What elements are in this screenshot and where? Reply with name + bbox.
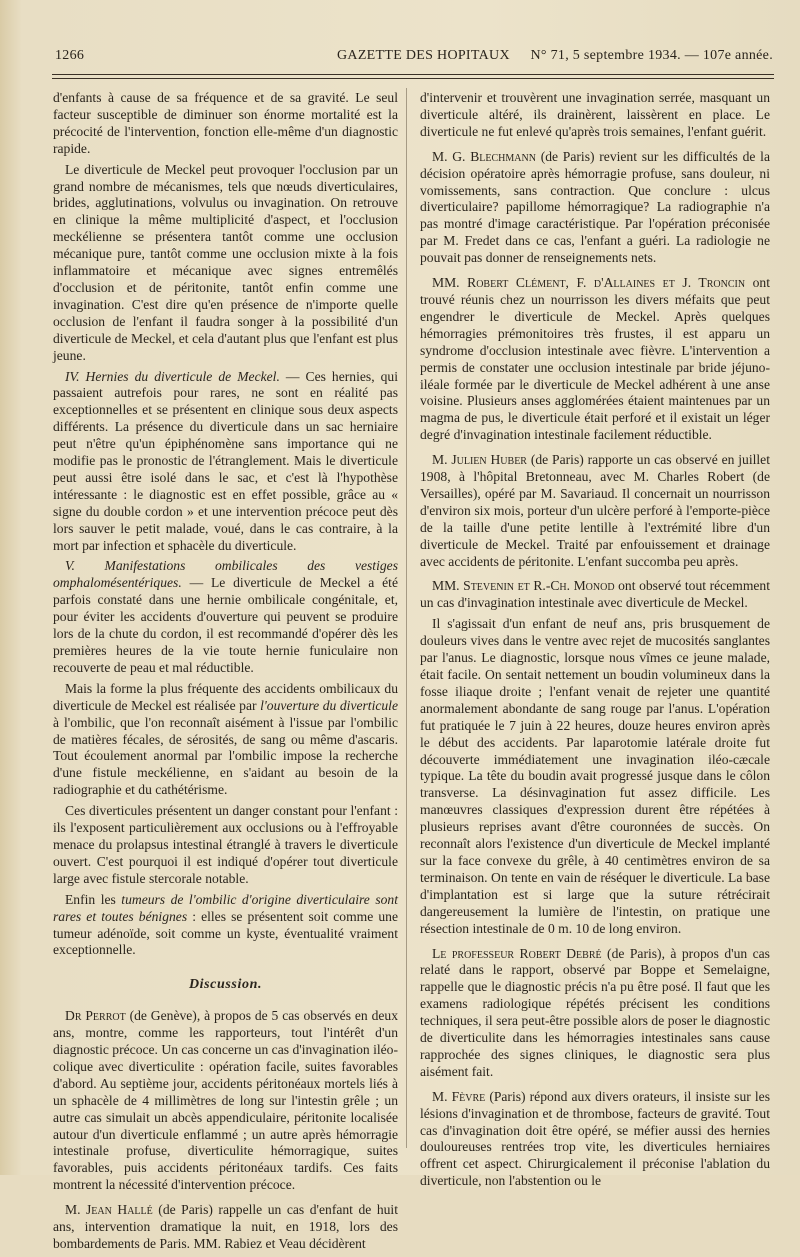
paragraph-text: à l'ombilic, que l'on reconnaît aisément à l'issue par l'ombilic de matières fécales, de sérosités, de sang ou même d'ascaris. Tout écoulement anormal par l'ombilic impose la recherche d'une fistule meckélienne, en s'aidant au besoin de la radiographie et du cathétérisme. bbox=[53, 714, 398, 798]
column-divider bbox=[406, 88, 407, 1148]
paragraph bbox=[53, 558, 398, 676]
section-lead: V. Manifestations ombilicales des vestiges omphalomésentériques. bbox=[53, 558, 398, 591]
speaker-name: MM. Stevenin et R.-Ch. Monod bbox=[432, 578, 615, 594]
paragraph bbox=[420, 275, 770, 444]
page-header bbox=[55, 48, 773, 68]
paragraph: Le diverticule de Meckel peut provoquer l'occlusion par un grand nombre de mécanismes, tels que nœuds diverticulaires, brides, agglutinations, volvulus ou invagination. On retrouve en clinique la même multiplicité d'aspect, et l'occlusion meckélienne se présentera tantôt comme une occlusion mécanique pure, tantôt comme une occlusion mixte à la fois inflammatoire et mécanique avec signes entremêlés d'occlusion et de péritonite, tantôt enfin comme une invagination. C'est dire qu'en présence de n'importe quelle occlusion de l'enfant il faudra songer à la possibilité d'un diverticule de Meckel, et cela d'autant plus que l'enfant est plus jeune. bbox=[53, 161, 398, 363]
paragraph-body: ont trouvé réunis chez un nourrisson les divers méfaits que peut engendrer le diverticule de Meckel. Après quelques hémorragies prémonitoires très frustes, il est apparu un syndrome d'occlusion intestinale avec fièvre. L'intervention a permis de constater une occlusion intestinale par bride jéjuno-iléale formée par le diverticule de Meckel adhérent à une anse voisine. Plusieurs anses agglomérées étaient maintenues par un magma de pus, le diverticule était perforé et il existait un léger degré d'invagination intestinale facilement réductible. bbox=[420, 275, 770, 443]
paragraph-body: (de Paris) revient sur les difficultés de la décision opératoire après hémorragie profuse, sans douleur, ni vomissements, sans contraction. Que conclure : ulcus diverticulaire? papillome hémorragique? La radiographie n'a pas montré d'image caractéristique. Par l'opération préconisée par M. Fredet dans ce cas, l'enfant a guéri. La radiologie ne pouvait pas donner de renseignements nets. bbox=[420, 148, 770, 266]
section-lead: IV. Hernies du diverticule de Meckel. bbox=[65, 368, 280, 384]
paragraph-body: (Paris) répond aux divers orateurs, il insiste sur les lésions d'invagination et de thrombose, facteurs de gravité. Tout cas d'invagination doit être opéré, se méfier aussi des hernies douloureuses rentrées trop vite, les diverticules herniaires offrent cet aspect. Chirurgicalement il préconise l'ablation du diverticule, non l'abstention ou le bbox=[420, 1088, 770, 1189]
paragraph-body: ont observé tout récemment un cas d'invagination intestinale avec diverticule de Meckel. bbox=[420, 578, 770, 611]
paragraph-body: (de Paris), à propos d'un cas relaté dans le rapport, observé par Boppe et Semelaigne, rappelle que le diagnostic précis n'a pu être posé. Il faut que les examens radiologique répétés précisent les conditions techniques, il sera peut-être possible alors de poser le diagnostic de diverticulite dans les hémorragies intestinales sans cause rapprochée des signes cliniques, le diagnostic sera plus aisément fait. bbox=[420, 945, 770, 1079]
right-column bbox=[420, 90, 770, 1194]
paragraph-text: Enfin les bbox=[65, 891, 122, 907]
speaker-name: M. Jean Hallé bbox=[65, 1202, 153, 1218]
paragraph bbox=[420, 578, 770, 612]
speaker-name: Dr Perrot bbox=[65, 1008, 126, 1024]
paragraph-text: Mais la forme la plus fréquente des accidents ombilicaux du diverticule de Meckel est réalisée par bbox=[53, 680, 398, 713]
speaker-name: MM. Robert Clément, F. d'Allaines et J. Troncin bbox=[432, 275, 746, 291]
paragraph bbox=[420, 1089, 770, 1190]
paragraph bbox=[420, 149, 770, 267]
paragraph: d'enfants à cause de sa fréquence et de sa gravité. Le seul facteur susceptible de diminuer son énorme mortalité est la précocité de l'intervention, fonction elle-même d'un diagnostic rapide. bbox=[53, 90, 398, 156]
paragraph bbox=[53, 892, 398, 960]
paragraph: d'intervenir et trouvèrent une invagination serrée, masquant un diverticule altéré, ils drainèrent, laissèrent en place. Le diverticule ne fut enlevé qu'après trois semaines, l'enfant guérit. bbox=[420, 90, 770, 139]
paragraph bbox=[53, 681, 398, 799]
paragraph bbox=[420, 946, 770, 1081]
page-number: 1266 bbox=[55, 48, 85, 63]
paragraph-body: — Ces hernies, qui passaient autrefois pour rares, ne sont en réalité pas exceptionnelles et se présentent en clinique sous deux aspects différents. La présence du diverticule dans un sac herniaire peut n'être qu'un épiphénomène sans importance qui ne modifie pas le pronostic de l'étranglement. Mais le diverticule peut aussi être isolé dans le sac, et c'est là l'hypothèse intéressante : le diagnostic est en effet possible, grâce au « signe du double cordon » et une intervention précoce peut dès lors sauver le petit malade, voué, dans le cas contraire, à la mort par infection et sphacèle du diverticule. bbox=[53, 368, 398, 553]
journal-title: GAZETTE DES HOPITAUX bbox=[337, 48, 510, 63]
paragraph-body: (de Paris) rapporte un cas observé en juillet 1908, à l'hôpital Bretonneau, avec M. Charles Robert (de Versailles), opéré par M. Savariaud. Il concernait un nourrisson d'environ six mois, porteur d'un ulcère perforé à l'emporte-pièce de la taille d'une petite lentille à l'extrémité libre d'un diverticule de Meckel. Traité par enfouissement et drainage avec accidents de péritonite. L'enfant succomba peu après. bbox=[420, 452, 770, 569]
header-rule-bottom bbox=[52, 78, 774, 79]
speaker-name: Le professeur Robert Debré bbox=[432, 945, 602, 961]
discussion-heading: Discussion. bbox=[188, 977, 263, 993]
paragraph: Ces diverticules présentent un danger constant pour l'enfant : ils l'exposent particulièrement aux occlusions ou à l'effroyable menace du prolapsus intestinal étranglé à travers le diverticule ouvert. C'est pourquoi il est indiqué d'opérer tout diverticule large avec fistule stercorale notable. bbox=[53, 803, 398, 886]
emphasis: tumeurs de l'ombilic d'origine diverticulaire sont rares et toutes bénignes bbox=[53, 891, 398, 924]
paragraph bbox=[53, 369, 398, 555]
header-rule-top bbox=[52, 74, 774, 75]
emphasis: l'ouverture du diverticule bbox=[260, 697, 398, 713]
speaker-name: M. G. Blechmann bbox=[432, 148, 536, 164]
paragraph bbox=[53, 1008, 398, 1194]
left-column bbox=[53, 90, 398, 1257]
paragraph-body: (de Paris) rappelle un cas d'enfant de huit ans, intervention dramatique la nuit, en 1918, lors des bombardements de Paris. MM. Rabiez et Veau décidèrent bbox=[53, 1202, 398, 1251]
issue-info: N° 71, 5 septembre 1934. — 107e année. bbox=[530, 48, 773, 63]
paragraph: Il s'agissait d'un enfant de neuf ans, pris brusquement de douleurs vives dans le ventre avec rejet de mucosités sanglantes par l'anus. Le diagnostic, lorsque nous vîmes ce jeune malade, était facile. On sentait nettement un boudin volumineux dans la fosse iliaque droite ; l'enfant venait de rejeter une quantité anormalement abondante de sang rouge par l'anus. L'opération fut pratiquée le 7 juin à 22 heures, douze heures environ après le début des accidents. Par laparotomie latérale droite fut découverte immédiatement une invagination iléo-cæcale typique. La tête du boudin avait progressé jusque dans le côlon transverse. La désinvagination fut assez difficile. Les manœuvres classiques d'expression durent être répétées à plusieurs reprises avant d'être couronnées de succès. On reconnaît alors l'existence d'un diverticule de Meckel implanté sur la face convexe du grêle, à 40 centimètres environ de sa terminaison. On tente en vain de réséquer le diverticule. La base d'implantation est si large que la suture rétrécirait dangereusement la lumière de l'intestin, on pratique une résection intestinale de 0 m. 10 de long environ. bbox=[420, 616, 770, 936]
speaker-name: M. Fèvre bbox=[432, 1088, 486, 1104]
paragraph bbox=[420, 452, 770, 570]
paragraph bbox=[53, 1202, 398, 1253]
paragraph-body: (de Genève), à propos de 5 cas observés en deux ans, montre, comme les rapporteurs, tout l'intérêt d'un diagnostic précoce. Un cas concerne un cas d'invagination iléo-colique avec diverticulite : opération facile, suites favorables d'abord. Au septième jour, accidents péritonéaux mortels liés à un sphacèle de 4 millimètres de long sur l'intestin grêle ; un autre cas simulait un abcès appendiculaire, péritonite localisée autour d'un diverticule enflammé ; un autre après hémorragie intestinale profuse, diverticulite hémorragique, suites favorables, puis accidents péritonéaux tardifs. Ces faits montrent la nécessité d'intervention précoce. bbox=[53, 1008, 398, 1193]
speaker-name: M. Julien Huber bbox=[432, 452, 527, 468]
paragraph-body: — Le diverticule de Meckel a été parfois constaté dans une hernie ombilicale congénitale, et, pour éviter les accidents d'ouverture qui peuvent se produire lors de la chute du cordon, il est recommandé d'opérer dès les premières heures de la vie toute hernie funiculaire non recouverte de peau et mal réductible. bbox=[53, 575, 398, 675]
paragraph-text: : elles se présentent soit comme une tumeur adénoïde, soit comme un kyste, éventualité vraiment exceptionnelle. bbox=[53, 908, 398, 958]
